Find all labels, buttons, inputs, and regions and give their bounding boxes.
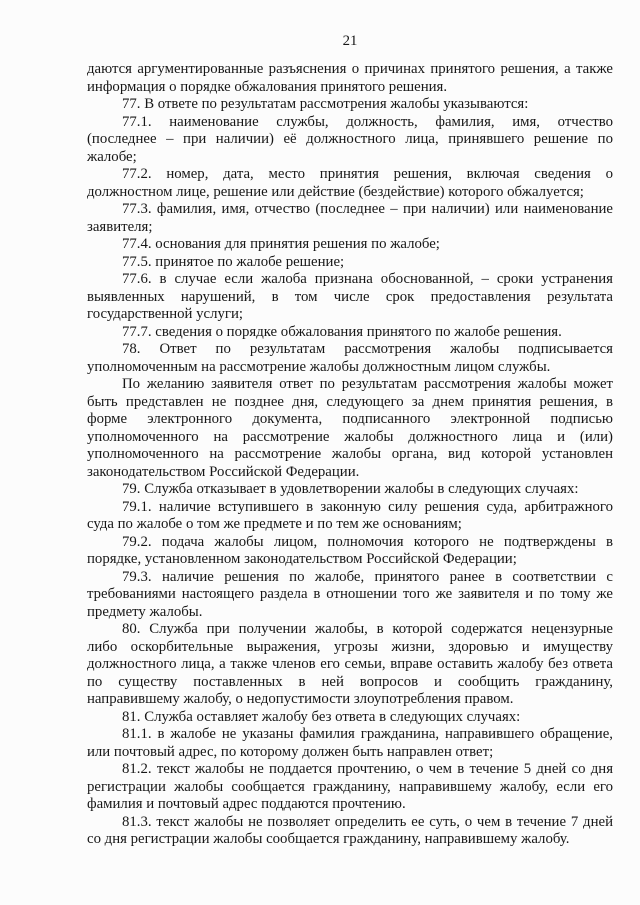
text-line: 77.4. основания для принятия решения по жалобе; xyxy=(122,236,440,252)
paragraph-79-1 xyxy=(87,499,613,534)
paragraph-81-3 xyxy=(87,814,613,849)
text-line: должностном лице, решение или действие (бездействие) которого обжалуется; xyxy=(87,183,584,200)
paragraph-78-electronic-response xyxy=(87,376,613,481)
text-line: 77.1. наименование службы, должность, фамилия, имя, отчество xyxy=(122,113,613,130)
text-line: По желанию заявителя ответ по результатам рассмотрения жалобы может xyxy=(122,376,613,392)
text-line: 79.1. наличие вступившего в законную силу решения суда, арбитражного xyxy=(122,498,613,515)
text-line: должностного лица, а также членов его семьи, вправе оставить жалобу без ответа xyxy=(87,656,613,672)
text-line: порядке, установленном законодательством Российской Федерации; xyxy=(87,551,517,567)
text-line: 80. Служба при получении жалобы, в которой содержатся нецензурные xyxy=(122,621,613,637)
text-line: 77.2. номер, дата, место принятия решения, включая сведения о xyxy=(122,166,613,182)
page-number: 21 xyxy=(342,33,358,49)
text-line: фамилия и почтовый адрес поддаются прочтению. xyxy=(87,796,406,812)
text-line: (последнее – при наличии) её должностного лица, принявшего решение по xyxy=(87,131,613,147)
text-line: 81.2. текст жалобы не поддается прочтению, о чем в течение 5 дней со дня xyxy=(122,761,613,777)
text-line: по существу поставленных в ней вопросов и сообщить гражданину, xyxy=(87,673,613,690)
text-line: 78. Ответ по результатам рассмотрения жалобы подписывается xyxy=(122,341,613,357)
paragraph-79 xyxy=(87,481,613,499)
text-line: информация о порядке обжалования принятого решения. xyxy=(87,78,448,95)
paragraph-77-5 xyxy=(87,254,613,272)
paragraph-79-3 xyxy=(87,569,613,622)
text-line: 81. Служба оставляет жалобу без ответа в следующих случаях: xyxy=(122,708,521,725)
paragraph-81 xyxy=(87,709,613,727)
text-line: заявителя; xyxy=(87,218,153,235)
paragraph-77-6 xyxy=(87,271,613,324)
text-line: 77.3. фамилия, имя, отчество (последнее – при наличии) или наименование xyxy=(122,201,613,217)
paragraph-continuation xyxy=(87,61,613,96)
paragraph-81-1 xyxy=(87,726,613,761)
paragraph-77-1 xyxy=(87,114,613,167)
text-line: суда по жалобе о том же предмете и по тем же основаниям; xyxy=(87,516,462,532)
text-line: выявленных нарушений, в том числе срок предоставления результата xyxy=(87,288,613,305)
text-line: со дня регистрации жалобы сообщается гражданину, направившему жалобу. xyxy=(87,831,570,847)
text-line: уполномоченного на рассмотрение жалобы должностного лица и (или) xyxy=(87,428,613,445)
paragraph-78 xyxy=(87,341,613,376)
text-line: 77.7. сведения о порядке обжалования принятого по жалобе решения. xyxy=(122,323,562,340)
text-line: уполномоченным на рассмотрение жалобы должностным лицом службы. xyxy=(87,358,551,375)
text-line: либо оскорбительные выражения, угрозы жизни, здоровью и имуществу xyxy=(87,638,613,655)
text-line: законодательством Российской Федерации. xyxy=(87,463,360,480)
paragraph-77 xyxy=(87,96,613,114)
text-line: 81.1. в жалобе не указаны фамилия гражданина, направившего обращение, xyxy=(122,726,613,742)
paragraph-79-2 xyxy=(87,534,613,569)
text-line: 79.2. подача жалобы лицом, полномочия которого не подтверждены в xyxy=(122,533,613,550)
text-line: 77.5. принятое по жалобе решение; xyxy=(122,253,345,270)
paragraph-80 xyxy=(87,621,613,709)
text-line: жалобе; xyxy=(87,148,137,165)
text-line: даются аргументированные разъяснения о причинах принятого решения, а также xyxy=(87,61,613,77)
text-line: 77.6. в случае если жалоба признана обоснованной, – сроки устранения xyxy=(122,271,613,287)
text-line: требованиями настоящего раздела в отношении того же заявителя и по тому же xyxy=(87,586,613,602)
text-line: 79.3. наличие решения по жалобе, принятого ранее в соответствии с xyxy=(122,568,613,585)
text-line: 81.3. текст жалобы не позволяет определить ее суть, о чем в течение 7 дней xyxy=(122,813,613,830)
paragraph-77-3 xyxy=(87,201,613,236)
text-line: 79. Служба отказывает в удовлетворении жалобы в следующих случаях: xyxy=(122,481,579,497)
paragraph-81-2 xyxy=(87,761,613,814)
text-line: направившему жалобу, о недопустимости злоупотребления правом. xyxy=(87,691,514,707)
text-line: или почтовый адрес, по которому должен быть направлен ответ; xyxy=(87,743,494,760)
text-line: предмету жалобы. xyxy=(87,603,203,620)
text-line: быть представлен не позднее дня, следующего за днем принятия решения, в xyxy=(87,393,613,410)
text-line: регистрации жалобы сообщается гражданину, направившему жалобу, если его xyxy=(87,778,613,795)
text-line: уполномоченного на рассмотрение жалобы органа, вид которой установлен xyxy=(87,446,613,462)
text-line: форме электронного документа, подписанного электронной подписью xyxy=(87,411,613,427)
paragraph-77-2 xyxy=(87,166,613,201)
text-line: 77. В ответе по результатам рассмотрения жалобы указываются: xyxy=(122,96,529,112)
paragraph-77-4 xyxy=(87,236,613,254)
text-line: государственной услуги; xyxy=(87,306,244,322)
body-text xyxy=(87,61,613,849)
paragraph-77-7 xyxy=(87,324,613,342)
